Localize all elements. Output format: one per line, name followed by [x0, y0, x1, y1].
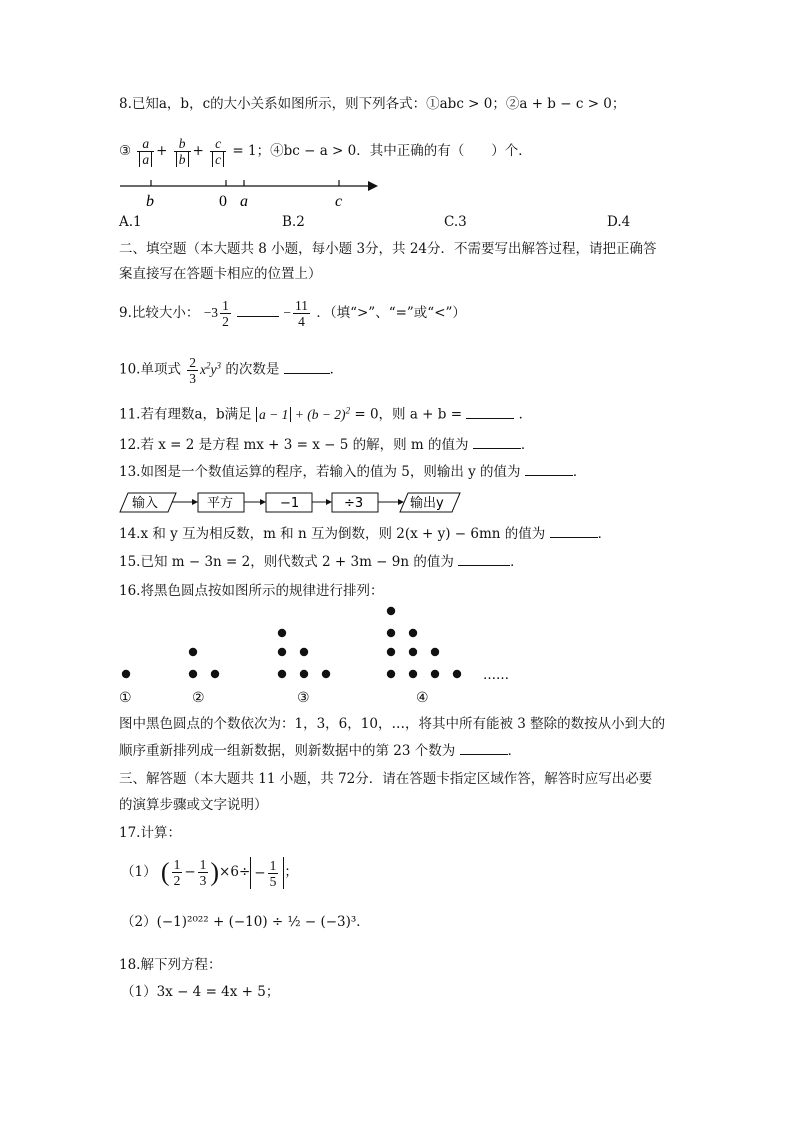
- q8-number-line: [116, 176, 388, 212]
- q11-answer-blank[interactable]: [466, 406, 514, 419]
- q16-line3-text: 顺序重新排列成一组新数据，则新数据中的第 23 个数为: [119, 743, 456, 759]
- q16-line2: 图中黑色圆点的个数依次为：1，3，6，10，…，将其中所有能被 3 整除的数按从小到大的: [119, 716, 666, 732]
- q10-prefix: 10.单项式: [119, 361, 181, 378]
- q17-p2-label: （2）: [121, 914, 157, 930]
- q8-frac-c: $\frac{c}{c}$: [210, 136, 226, 167]
- axis-label-a: a: [240, 193, 248, 210]
- q8-frac-a: $\frac{a}{a}$: [137, 136, 154, 167]
- q9-frac-11-4: $\frac{11}{4}$: [295, 298, 309, 329]
- q12-text: 12.若 x = 2 是方程 mx + 3 = x − 5 的解，则 m 的值为: [119, 437, 469, 453]
- q11: [119, 400, 532, 425]
- q17-part2: [121, 912, 370, 932]
- q15-text: 15.已知 m − 3n = 2，则代数式 2 + 3m − 9n 的值为: [119, 554, 454, 570]
- axis-label-zero: 0: [219, 193, 227, 210]
- q14-text: 14.x 和 y 互为相反数，m 和 n 互为倒数，则 2(x + y) − 6mn 的值为: [119, 526, 546, 542]
- flow-div3: ÷3: [344, 496, 364, 511]
- q14: 14.x 和 y 互为相反数，m 和 n 互为倒数，则 2(x + y) − 6mn 的值为 ．: [119, 526, 612, 542]
- flow-input: 输入: [132, 496, 159, 511]
- q16-label-2: ②: [192, 690, 205, 706]
- q16-dot-pattern: [115, 600, 515, 684]
- q16-line3: 顺序重新排列成一组新数据，则新数据中的第 23 个数为 ．: [119, 743, 522, 759]
- q11-prefix: 11.若有理数a，b满足: [119, 406, 252, 423]
- q18-stem: 18.解下列方程：: [119, 957, 222, 973]
- q16-label-4: ④: [416, 690, 429, 706]
- q8-frac-b: $\frac{b}{b}$: [174, 136, 191, 167]
- q13-flow-diagram: [118, 491, 468, 515]
- section2-title-2: 案直接写在答题卡相应的位置上）: [119, 266, 322, 282]
- q10: 10.单项式 $\frac{2}{3}$ $x^2y^3$ 的次数是 ．: [119, 354, 344, 386]
- q17-stem: 17.计算：: [119, 825, 181, 841]
- q11-mid: = 0，则 a + b =: [354, 406, 463, 423]
- q16-stem: 16.将黑色圆点按如图所示的规律进行排列：: [119, 583, 384, 599]
- q16-label-1: ①: [119, 690, 132, 706]
- q16-ellipsis: ……: [483, 668, 509, 683]
- flow-output: 输出y: [410, 496, 444, 511]
- section3-title-1: 三、解答题（本大题共 11 小题，共 72分．请在答题卡指定区域作答，解答时应写出必要: [119, 771, 653, 787]
- q8-circle3: ③: [119, 143, 132, 159]
- q10-suffix: 的次数是: [225, 361, 280, 378]
- q15-answer-blank[interactable]: [458, 553, 510, 566]
- flow-square: 平方: [207, 496, 234, 511]
- q12: 12.若 x = 2 是方程 mx + 3 = x − 5 的解，则 m 的值为 ．: [119, 437, 535, 453]
- q12-answer-blank[interactable]: [473, 436, 521, 449]
- q9-frac-half: $\frac{1}{2}$: [222, 298, 229, 329]
- q9-suffix: ．（填“>”、“=”或“<”）: [316, 305, 466, 321]
- axis-label-b: b: [146, 193, 154, 210]
- q13: 13.如图是一个数值运算的程序，若输入的值为 5，则输出 y 的值为 ．: [119, 464, 587, 480]
- section2-title-1: 二、填空题（本大题共 8 小题，每小题 3分，共 24分．不需要写出解答过程，请把正确答: [119, 241, 657, 257]
- q11-end: ．: [518, 406, 533, 423]
- q8-option-d[interactable]: D.4: [607, 214, 631, 230]
- section3-title-2: 的演算步骤或文字说明）: [119, 797, 268, 813]
- q9-answer-blank[interactable]: [237, 304, 279, 317]
- q16-label-3: ③: [297, 690, 310, 706]
- axis-label-c: c: [335, 193, 343, 210]
- q16-answer-blank[interactable]: [460, 742, 508, 755]
- q13-answer-blank[interactable]: [525, 463, 573, 476]
- q13-text: 13.如图是一个数值运算的程序，若输入的值为 5，则输出 y 的值为: [119, 464, 521, 480]
- flow-minus1: −1: [280, 496, 300, 511]
- q18-part1: （1）3x − 4 = 4x + 5；: [121, 984, 280, 1000]
- q17-part1: （1） ( $\frac{1}{2}$ − $\frac{1}{3}$ )×6÷ − $\frac{1}{5}$ ；: [121, 857, 298, 889]
- q8-stem: 8.已知a，b，c的大小关系如图所示，则下列各式：①abc > 0；②a + b − c > 0；: [119, 96, 626, 112]
- q9-prefix: 9.比较大小：: [119, 305, 200, 321]
- q8-line2-suffix: = 1；④bc − a > 0．其中正确的有（ ）个．: [232, 143, 532, 159]
- q11-expr: $a - 1 + (b - 2)^2$: [256, 407, 350, 422]
- q17-p2-text: (−1)²⁰²² + (−10) ÷ ½ − (−3)³．: [156, 914, 370, 930]
- q8-option-c[interactable]: C.3: [444, 214, 467, 230]
- q8-line2: ③ $\frac{a}{a}$ + $\frac{b}{b}$ + $\frac{c}{c}$ = 1；④bc − a > 0．其中正确的有（ ）个．: [119, 136, 532, 167]
- q10-frac: $\frac{2}{3}$: [189, 354, 197, 386]
- q15: 15.已知 m − 3n = 2，则代数式 2 + 3m − 9n 的值为 ．: [119, 554, 524, 570]
- q8-option-b[interactable]: B.2: [282, 214, 305, 230]
- q17-p1-label: （1）: [121, 864, 157, 880]
- q8-option-a[interactable]: A.1: [119, 214, 142, 230]
- q14-answer-blank[interactable]: [550, 525, 598, 538]
- q9: 9.比较大小： −3 $\frac{1}{2}$ − $\frac{11}{4}$ ．（填“>”、“=”或“<”）: [119, 298, 466, 329]
- q10-answer-blank[interactable]: [284, 361, 330, 374]
